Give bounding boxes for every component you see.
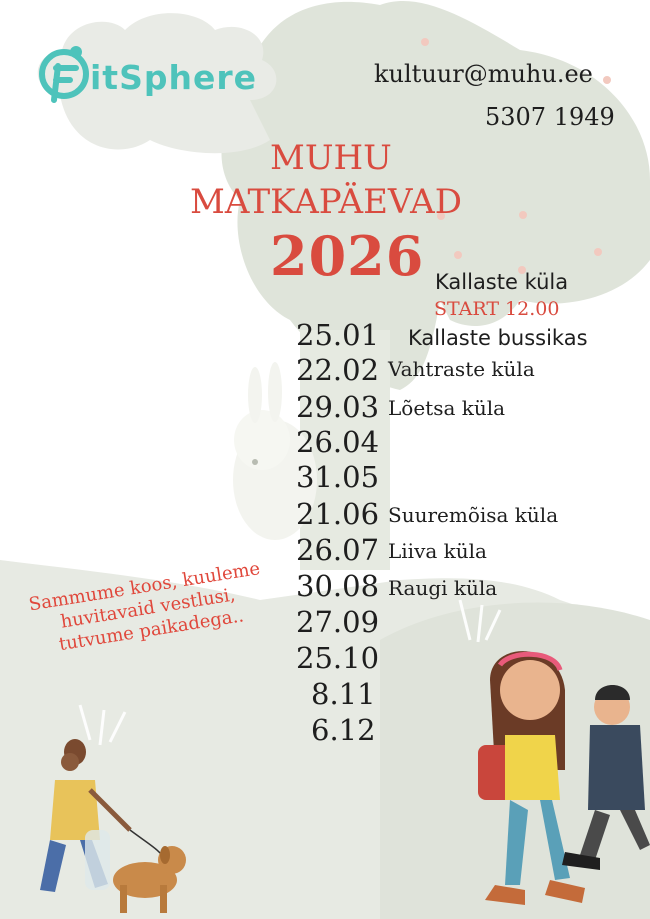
schedule-date: 26.04: [296, 425, 380, 459]
schedule-date: 27.09: [296, 605, 380, 639]
contact-phone[interactable]: 5307 1949: [485, 103, 615, 131]
contact-email[interactable]: kultuur@muhu.ee: [374, 60, 593, 88]
schedule-date: 25.10: [296, 641, 380, 675]
title-year: 2026: [270, 224, 425, 288]
slogan: Sammume koos, kuuleme huvitavaid vestlusi, tutvume paikadega..: [27, 558, 262, 656]
schedule-date: 6.12: [311, 713, 376, 747]
schedule-location: Raugi küla: [388, 576, 498, 600]
title-line-2: MATKAPÄEVAD: [190, 182, 462, 222]
schedule-location: Suuremõisa küla: [388, 503, 559, 527]
schedule-location: Liiva küla: [388, 539, 487, 563]
first-location-village: Kallaste küla: [435, 270, 569, 294]
schedule-date: 21.06: [296, 497, 380, 531]
schedule-location: Vahtraste küla: [388, 357, 535, 381]
brand-name: itSphere: [90, 58, 258, 97]
schedule-date: 29.03: [296, 390, 380, 424]
schedule-location: Lõetsa küla: [388, 396, 506, 420]
meeting-point: Kallaste bussikas: [408, 326, 588, 350]
schedule-date: 22.02: [296, 353, 380, 387]
schedule-date: 30.08: [296, 569, 380, 603]
schedule-date: 8.11: [311, 677, 376, 711]
schedule-date: 25.01: [296, 318, 380, 352]
schedule-date: 26.07: [296, 533, 380, 567]
start-time: START 12.00: [434, 298, 560, 320]
schedule-date: 31.05: [296, 460, 380, 494]
title-line-1: MUHU: [270, 138, 392, 178]
